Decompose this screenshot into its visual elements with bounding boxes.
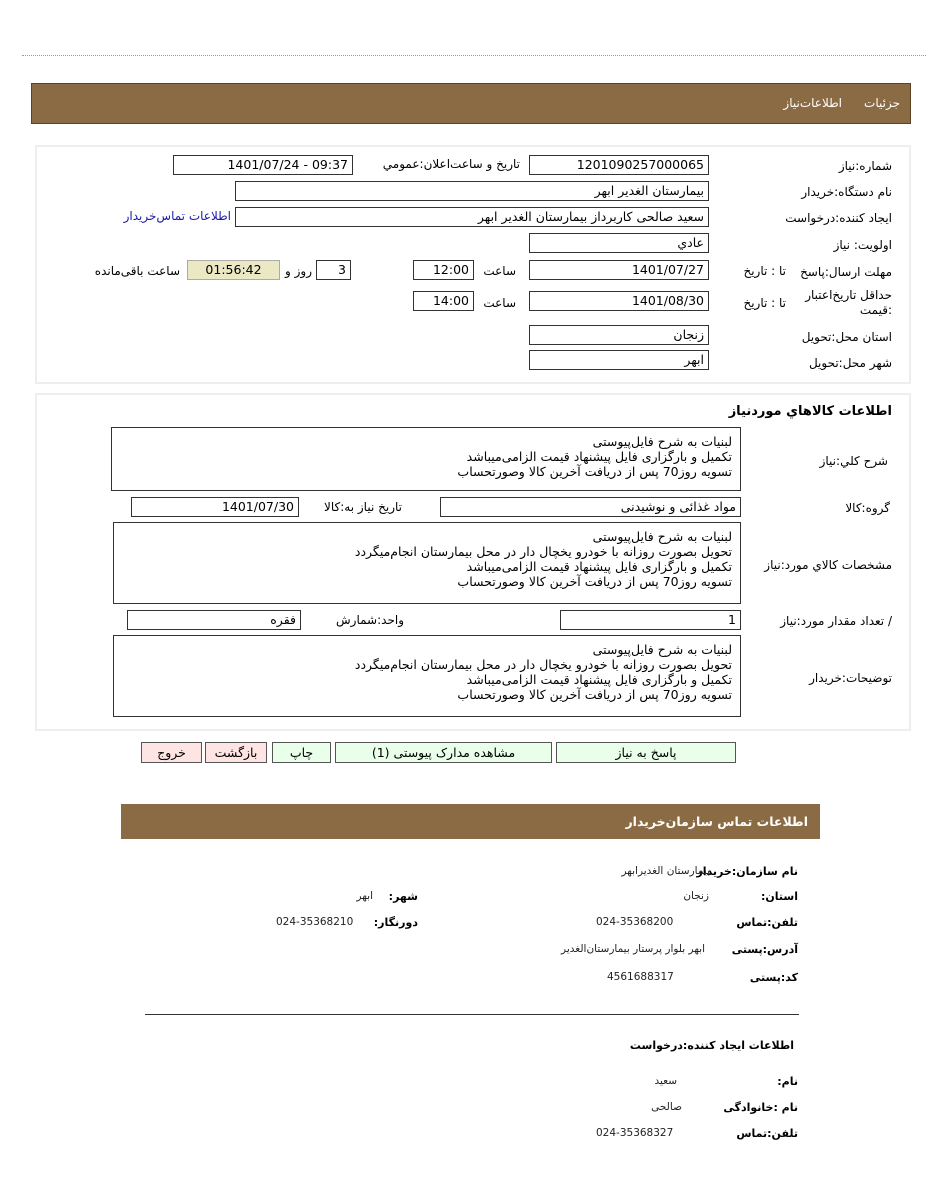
address-value: ابهر بلوار پرستار بیمارستان‌الغدیر bbox=[561, 943, 705, 955]
need-number-label: شماره‌:نیاز bbox=[838, 159, 892, 173]
reply-button[interactable]: پاسخ به نیاز bbox=[556, 742, 736, 763]
creator-phone-value: 024-35368327 bbox=[596, 1127, 674, 1139]
province-field: زنجان bbox=[529, 325, 709, 345]
quantity-label: / تعداد مقدار مورد:نیاز bbox=[780, 614, 892, 628]
view-attachments-button[interactable]: مشاهده مدارک پیوستی (1) bbox=[335, 742, 552, 763]
name-value: سعید bbox=[654, 1075, 677, 1087]
tab-details[interactable]: جزئیات bbox=[864, 96, 900, 110]
remaining-time-label: ساعت باقی‌مانده bbox=[94, 264, 180, 278]
city-field: ابهر bbox=[529, 350, 709, 370]
buyer-field: بیمارستان الغدیر ابهر bbox=[235, 181, 709, 201]
days-label: روز و bbox=[285, 264, 312, 278]
postal-value: 4561688317 bbox=[607, 971, 674, 983]
unit-field: فقره bbox=[127, 610, 301, 630]
family-label: نام :خانوادگی bbox=[723, 1101, 798, 1114]
contact-city-label: شهر: bbox=[388, 890, 418, 903]
specs-field: لبنیات به شرح فایل‌پیوستی تحویل بصورت روزانه با خودرو یخچال دار در محل بیمارستان انجام‌میگردد تکمیل و بارگزاری فایل پیشنهاد قیمت الزامی‌میباشد تسویه روز70 پس از دریافت آخرین کالا وصورتحساب bbox=[113, 522, 741, 604]
page-header bbox=[31, 83, 911, 124]
contact-title: اطلاعات تماس سازمان‌خریدار bbox=[625, 814, 808, 829]
exit-button[interactable]: خروج bbox=[141, 742, 202, 763]
validity-label: حداقل تاریخ‌اعتبار :قیمت bbox=[805, 288, 892, 317]
creator-phone-label: تلفن:تماس bbox=[736, 1127, 798, 1140]
creator-label: ایجاد کننده‌:درخواست bbox=[785, 211, 892, 225]
goods-title: اطلاعات کالاهاي موردنیاز bbox=[728, 404, 892, 419]
validity-time-field: 14:00 bbox=[413, 291, 474, 311]
contact-divider bbox=[145, 1014, 799, 1015]
fax-value: 024-35368210 bbox=[276, 916, 354, 928]
validity-date-field: 1401/08/30 bbox=[529, 291, 709, 311]
unit-label: واحد:شمارش bbox=[336, 613, 404, 627]
deadline-to-date-label: تا : تاریخ bbox=[743, 264, 786, 278]
back-button[interactable]: بازگشت bbox=[205, 742, 267, 763]
phone-label: تلفن:تماس bbox=[736, 916, 798, 929]
need-date-label: تاریخ نیاز به:کالا bbox=[324, 500, 402, 514]
tab-need-info[interactable]: اطلاعات‌نیاز bbox=[783, 96, 842, 110]
deadline-time-label: ساعت bbox=[483, 264, 516, 278]
priority-label: اولویت: نیاز bbox=[833, 238, 892, 252]
family-value: صالحی bbox=[651, 1101, 682, 1113]
announce-field: 1401/07/24 - 09:37 bbox=[173, 155, 353, 175]
specs-label: مشخصات کالاي مورد:نیاز bbox=[764, 558, 892, 572]
summary-label: شرح کلي:نیاز bbox=[819, 454, 888, 468]
print-button[interactable]: چاپ bbox=[272, 742, 331, 763]
announce-label: تاریخ و ساعت‌اعلان:عمومي bbox=[382, 157, 520, 171]
contact-province-value: زنجان bbox=[683, 890, 709, 902]
city-label: شهر محل:تحویل bbox=[808, 356, 892, 370]
days-remaining-field: 3 bbox=[316, 260, 351, 280]
org-value: بیمارستان الغدیرابهر bbox=[621, 865, 710, 877]
dotted-divider bbox=[22, 55, 926, 56]
notes-label: توضیحات:خریدار bbox=[809, 671, 892, 685]
deadline-date-field: 1401/07/27 bbox=[529, 260, 709, 280]
quantity-field: 1 bbox=[560, 610, 741, 630]
priority-field: عادي bbox=[529, 233, 709, 253]
creator-field: سعید صالحی کاربرداز بیمارستان الغدیر ابهر bbox=[235, 207, 709, 227]
validity-time-label: ساعت bbox=[483, 296, 516, 310]
buyer-notes-field: لبنیات به شرح فایل‌پیوستی تحویل بصورت روزانه با خودرو یخچال دار در محل بیمارستان انجام‌میگردد تکمیل و بارگزاری فایل پیشنهاد قیمت الزامی‌میباشد تسویه روز70 پس از دریافت آخرین کالا وصورتحساب bbox=[113, 635, 741, 717]
validity-to-date-label: تا : تاریخ bbox=[743, 296, 786, 310]
remaining-time-field: 01:56:42 bbox=[187, 260, 280, 280]
need-date-field: 1401/07/30 bbox=[131, 497, 299, 517]
creator-info-title: اطلاعات ایجاد کننده:درخواست bbox=[629, 1039, 794, 1052]
contact-header bbox=[121, 804, 820, 839]
deadline-time-field: 12:00 bbox=[413, 260, 474, 280]
fax-label: دورنگار: bbox=[373, 916, 418, 929]
deadline-label: مهلت ارسال:پاسخ bbox=[800, 265, 892, 279]
summary-field: لبنیات به شرح فایل‌پیوستی تکمیل و بارگزاری فایل پیشنهاد قیمت الزامی‌میباشد تسویه روز70 پس از دریافت آخرین کالا وصورتحساب bbox=[111, 427, 741, 491]
group-label: گروه:کالا bbox=[845, 501, 890, 515]
address-label: آدرس:پستی bbox=[731, 943, 798, 956]
group-field: مواد غذائی و نوشیدنی bbox=[440, 497, 741, 517]
province-label: استان محل:تحویل bbox=[801, 330, 892, 344]
contact-province-label: استان: bbox=[761, 890, 798, 903]
phone-value: 024-35368200 bbox=[596, 916, 674, 928]
buyer-label: نام دستگاه:خریدار bbox=[801, 185, 892, 199]
postal-label: کد:پستی bbox=[749, 971, 798, 984]
contact-city-value: ابهر bbox=[356, 890, 373, 902]
need-number-field: 1201090257000065 bbox=[529, 155, 709, 175]
name-label: نام: bbox=[777, 1075, 798, 1088]
buyer-contact-link[interactable]: اطلاعات تماس‌خریدار bbox=[123, 209, 231, 223]
org-label: نام سازمان:خریدار bbox=[696, 865, 798, 878]
